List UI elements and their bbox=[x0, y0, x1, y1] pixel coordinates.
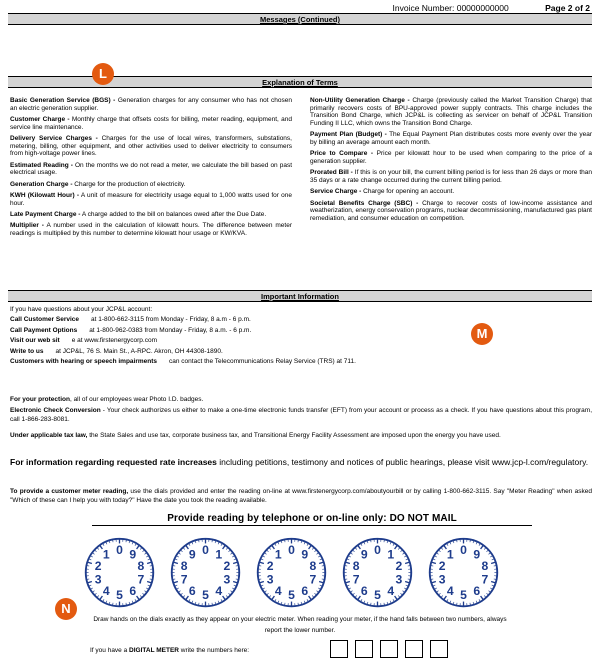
row-label: Call Payment Options bbox=[10, 326, 78, 334]
term-entry bbox=[310, 200, 592, 223]
dial-digit: 2 bbox=[395, 558, 403, 573]
terms-right-column bbox=[310, 97, 592, 226]
meter-reading-label: To provide a customer meter reading, bbox=[10, 488, 129, 495]
dial-digit: 6 bbox=[301, 583, 309, 598]
term-name: Multiplier - bbox=[10, 222, 44, 230]
term-name: Delivery Service Charges - bbox=[10, 134, 98, 142]
term-definition: Generation charges for any consumer who has not chosen an electric generation supplier. bbox=[10, 97, 293, 112]
messages-title: Messages (Continued) bbox=[259, 15, 340, 24]
row-label: Write to us bbox=[10, 347, 44, 355]
dial-digit: 5 bbox=[460, 588, 467, 603]
dial-digit: 3 bbox=[94, 572, 102, 587]
dial-digit: 8 bbox=[352, 558, 360, 573]
dial-digit: 4 bbox=[446, 583, 454, 598]
dial-digit: 1 bbox=[102, 547, 110, 562]
term-definition: Charges for the use of local wires, transformers, substations, metering, billing, other equipment, and other activities used to deliver electricity to consumers from high-voltage power lines. bbox=[10, 134, 292, 158]
digital-digit-box-4[interactable] bbox=[405, 640, 423, 658]
term-name: Estimated Reading - bbox=[10, 161, 73, 169]
dial-digit: 4 bbox=[274, 583, 282, 598]
dial-digit: 6 bbox=[473, 583, 481, 598]
dial-digit: 1 bbox=[446, 547, 454, 562]
row-text: at 1-800-962-0383 from Monday - Friday, 8 a.m. - 6 p.m. bbox=[89, 326, 252, 334]
electronic-check-note bbox=[10, 406, 592, 424]
term-name: Service Charge - bbox=[310, 188, 362, 196]
terms-left-column bbox=[10, 97, 292, 241]
term-name: Price to Compare - bbox=[310, 150, 374, 158]
payment-options-row bbox=[10, 327, 490, 335]
dial-digit: 0 bbox=[116, 543, 123, 558]
important-information-band bbox=[8, 290, 592, 302]
digital-meter-prompt bbox=[90, 647, 249, 654]
dial-digit: 7 bbox=[481, 572, 489, 587]
dial-digit: 1 bbox=[215, 547, 223, 562]
term-definition: Charge (previously called the Market Transition Charge) that primarily recovers costs of BPU-approved power supply contracts. This charge includes the Transition Bond Charge, which JCP&L is collecting as servicer on behalf of JCP&L Transition Funding II LLC, which owns the Transition Bond Charge. bbox=[310, 97, 592, 127]
dial-digit: 4 bbox=[102, 583, 110, 598]
protection-text: , all of our employees wear Photo I.D. badges. bbox=[69, 396, 204, 403]
row-label: Visit our web sit bbox=[10, 337, 60, 345]
term-entry bbox=[10, 192, 292, 207]
dial-digit: 6 bbox=[188, 583, 196, 598]
term-name: Societal Benefits Charge (SBC) - bbox=[310, 199, 419, 207]
row-text: at JCP&L, 76 S. Main St., A-RPC. Akron, OH 44308-1890. bbox=[55, 347, 223, 355]
dial-digit: 3 bbox=[266, 572, 274, 587]
customer-service-row bbox=[10, 316, 490, 324]
messages-continued-band bbox=[8, 13, 592, 25]
term-entry bbox=[310, 188, 592, 196]
dial-digit: 3 bbox=[438, 572, 446, 587]
dial-digit: 9 bbox=[301, 547, 309, 562]
term-entry bbox=[10, 181, 292, 189]
dial-digit: 8 bbox=[137, 558, 145, 573]
dial-digit: 7 bbox=[180, 572, 188, 587]
term-entry bbox=[10, 135, 292, 158]
meter-dial-5[interactable] bbox=[426, 535, 501, 610]
dial-digit: 9 bbox=[473, 547, 481, 562]
dial-digit: 7 bbox=[137, 572, 145, 587]
rate-label: For information regarding requested rate increases bbox=[10, 457, 217, 467]
dial-digit: 8 bbox=[309, 558, 317, 573]
dial-digit: 4 bbox=[387, 583, 395, 598]
dial-digit: 7 bbox=[309, 572, 317, 587]
dial-digit: 1 bbox=[387, 547, 395, 562]
dial-digit: 8 bbox=[180, 558, 188, 573]
dial-digit: 3 bbox=[395, 572, 403, 587]
dial-digit: 9 bbox=[129, 547, 137, 562]
digital-digit-box-1[interactable] bbox=[330, 640, 348, 658]
protection-label: For your protection bbox=[10, 396, 70, 403]
echeck-text: - Your check authorizes us either to make a one-time electronic funds transfer (EFT) from your account or process as a check. If you have questions about this program, call 1-866-283-8081. bbox=[10, 407, 592, 423]
term-entry bbox=[10, 116, 292, 131]
dial-digit: 5 bbox=[116, 588, 123, 603]
term-entry bbox=[10, 211, 292, 219]
meter-reading-note bbox=[10, 487, 592, 505]
term-name: Late Payment Charge - bbox=[10, 210, 81, 218]
term-definition: The Equal Payment Plan distributes costs more evenly over the year by billing an average amount each month. bbox=[310, 131, 593, 146]
term-entry bbox=[10, 222, 292, 237]
dial-digit: 2 bbox=[94, 558, 102, 573]
term-definition: Monthly charge that offsets costs for billing, meter reading, equipment, and service line maintenance. bbox=[10, 115, 292, 131]
dial-digit: 5 bbox=[202, 588, 209, 603]
row-label: Customers with hearing or speech impairments bbox=[10, 357, 158, 365]
contact-intro: If you have questions about your JCP&L account: bbox=[10, 306, 153, 313]
meter-reading-text: use the dials provided and enter the reading on-line at www.firstenergycorp.com/aboutyourbill or by calling 1-800-662-3115. Say "Meter Reading" when asked "Which of these can I help you with today?" Have the date you took the reading available. bbox=[10, 488, 592, 504]
term-definition: Charge to recover costs of low-income assistance and weatherization, energy conservation programs, nuclear decommissioning, manufactured gas plant remediation, and consumer education on competition. bbox=[310, 199, 592, 222]
term-definition: A unit of measure for electricity usage equal to 1,000 watts used for one hour. bbox=[10, 191, 292, 207]
row-label: Call Customer Service bbox=[10, 316, 80, 324]
dial-digit: 2 bbox=[223, 558, 231, 573]
write-to-us-row bbox=[10, 348, 490, 356]
dial-digit: 0 bbox=[288, 543, 295, 558]
draw-hands-instruction: Draw hands on the dials exactly as they appear on your electric meter. When reading your meter, if the hand falls between two numbers, always report the lower number. bbox=[93, 616, 507, 634]
term-entry bbox=[310, 131, 592, 146]
callout-badge-m: M bbox=[471, 323, 493, 345]
row-text: can contact the Telecommunications Relay Service (TRS) at 711. bbox=[169, 357, 356, 365]
meter-dial-3[interactable] bbox=[254, 535, 329, 610]
term-definition: A charge added to the bill on balances owed after the Due Date. bbox=[80, 210, 267, 218]
invoice-number: Invoice Number: 00000000000 bbox=[392, 3, 509, 13]
digital-post: write the numbers here: bbox=[178, 647, 250, 654]
meter-dial-4[interactable] bbox=[340, 535, 415, 610]
dial-digit: 6 bbox=[129, 583, 137, 598]
dial-digit: 5 bbox=[288, 588, 295, 603]
protection-note bbox=[10, 395, 592, 404]
term-definition: If this is on your bill, the current billing period is for less than 26 days or more than 35 days or a rate change occurred during the current billing period. bbox=[310, 169, 592, 184]
rate-increase-note bbox=[10, 457, 592, 468]
callout-badge-n: N bbox=[55, 598, 77, 620]
website-row bbox=[10, 337, 490, 345]
dial-digit: 0 bbox=[460, 543, 467, 558]
dial-digit: 3 bbox=[223, 572, 231, 587]
term-definition: On the months we do not read a meter, we calculate the bill based on past electrical usage. bbox=[10, 161, 292, 177]
digital-bold: DIGITAL METER bbox=[129, 647, 179, 654]
term-name: Payment Plan (Budget) - bbox=[310, 131, 387, 139]
digital-digit-box-2[interactable] bbox=[355, 640, 373, 658]
term-entry bbox=[310, 97, 592, 127]
invoice-header bbox=[392, 3, 590, 13]
dial-digit: 2 bbox=[438, 558, 446, 573]
website-text[interactable]: e at www.firstenergycorp.com bbox=[71, 337, 157, 345]
rate-text: including petitions, testimony and notices of public hearings, please visit www.jcp-l.com/regulatory. bbox=[216, 457, 589, 467]
page-number: Page 2 of 2 bbox=[545, 3, 590, 13]
echeck-label: Electronic Check Conversion bbox=[10, 407, 101, 414]
term-name: KWH (Kilowatt Hour) - bbox=[10, 191, 79, 199]
dial-digit: 0 bbox=[202, 543, 209, 558]
term-definition: Charge for the production of electricity. bbox=[72, 180, 186, 188]
provide-reading-title: Provide reading by telephone or on-line only: DO NOT MAIL bbox=[92, 513, 532, 526]
term-definition: Charge for opening an account. bbox=[361, 188, 455, 196]
term-entry bbox=[10, 162, 292, 177]
dial-digit: 9 bbox=[188, 547, 196, 562]
dial-digit: 4 bbox=[215, 583, 223, 598]
term-entry bbox=[310, 150, 592, 165]
dial-digit: 5 bbox=[374, 588, 381, 603]
taxlaw-text: the State Sales and use tax, corporate business tax, and Transitional Energy Facility Assessment are imposed upon the energy you have used. bbox=[87, 432, 501, 439]
dial-digit: 2 bbox=[266, 558, 274, 573]
dial-digit: 9 bbox=[360, 547, 368, 562]
term-name: Prorated Bill - bbox=[310, 169, 353, 177]
dial-digit: 1 bbox=[274, 547, 282, 562]
row-text: at 1-800-662-3115 from Monday - Friday, 8 a.m - 6 p.m. bbox=[91, 316, 251, 324]
taxlaw-label: Under applicable tax law, bbox=[10, 432, 88, 439]
dial-digit: 6 bbox=[360, 583, 368, 598]
callout-badge-l: L bbox=[92, 63, 114, 85]
meter-dial-1[interactable] bbox=[82, 535, 157, 610]
term-definition: A number used in the calculation of kilowatt hours. The difference between meter readings is multiplied by this number to determine kilowatt hour usage or KW/KVA. bbox=[10, 222, 292, 237]
meter-dial-2[interactable] bbox=[168, 535, 243, 610]
hearing-impaired-row bbox=[10, 358, 490, 366]
dial-digit: 0 bbox=[374, 543, 381, 558]
terms-title: Explanation of Terms bbox=[262, 78, 338, 87]
term-entry bbox=[310, 169, 592, 184]
dial-digit: 7 bbox=[352, 572, 360, 587]
term-name: Customer Charge - bbox=[10, 115, 70, 123]
digital-digit-box-5[interactable] bbox=[430, 640, 448, 658]
contact-info bbox=[10, 306, 490, 368]
term-name: Basic Generation Service (BGS) - bbox=[10, 97, 116, 104]
term-entry bbox=[10, 97, 292, 112]
digital-pre: If you have a bbox=[90, 647, 130, 654]
dial-digit: 8 bbox=[481, 558, 489, 573]
info-title: Important Information bbox=[261, 292, 339, 301]
term-name: Non-Utility Generation Charge - bbox=[310, 97, 410, 104]
tax-law-note bbox=[10, 431, 592, 440]
term-definition: Price per kilowatt hour to be used when comparing to the price of a generation supplier. bbox=[310, 150, 592, 165]
digital-digit-box-3[interactable] bbox=[380, 640, 398, 658]
term-name: Generation Charge - bbox=[10, 180, 73, 188]
